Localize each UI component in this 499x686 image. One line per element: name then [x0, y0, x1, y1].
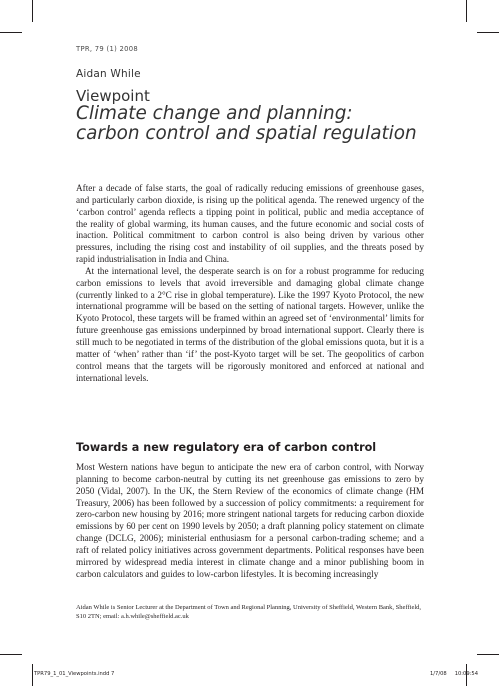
article-title-line-1: Climate change and planning: — [76, 103, 353, 124]
journal-reference: TPR, 79 (1) 2008 — [76, 45, 138, 53]
article-title-line-2: carbon control and spatial regulation — [76, 123, 417, 144]
crop-mark-top-left-v — [32, 0, 33, 22]
print-slug-time: 10:09:54 — [454, 671, 479, 677]
crop-mark-top-left-h — [0, 32, 22, 33]
print-slug-filename: TPR79_1_01_Viewpoints.indd 7 — [34, 671, 115, 677]
print-slug-date: 1/7/08 — [430, 671, 447, 677]
print-slug-timestamp — [430, 671, 478, 677]
crop-mark-top-right-v — [466, 0, 467, 22]
section-text — [76, 462, 424, 580]
author-name: Aidan While — [76, 68, 141, 80]
intro-text — [76, 183, 424, 384]
crop-mark-bottom-left-h — [0, 654, 22, 655]
author-footnote: Aidan While is Senior Lecturer at the Department of Town and Regional Planning, University of Sheffield, Western Bank, Sheffield, S10 2TN; email: a.h.while@sheffield.ac.uk — [76, 604, 422, 620]
crop-mark-bottom-left-v — [32, 664, 33, 686]
crop-mark-top-right-h — [477, 32, 499, 33]
body-paragraph: Most Western nations have begun to anticipate the new era of carbon control, with Norway planning to become carbon-neutral by cutting its net greenhouse gas emissions to zero by 2050 (Vidal, 2007). In the UK, the Stern Review of the economics of climate change (HM Treasury, 2006) has been followed by a succession of policy commitments: a requirement for zero-carbon new housing by 2016; more stringent national targets for reducing carbon dioxide emissions by 60 per cent on 1990 levels by 2050; a draft planning policy statement on climate change (DCLG, 2006); ministerial enthusiasm for a personal carbon-trading scheme; and a raft of related policy initiatives across government departments. Political responses have been mirrored by widespread media interest in climate change and a minor publishing boom in carbon calculators and guides to low-carbon lifestyles. It is becoming increasingly — [76, 462, 424, 579]
section-label: Viewpoint — [76, 87, 150, 105]
body-paragraph: At the international level, the desperate search is on for a robust programme for reducing carbon emissions to levels that avoid irreversible and damaging global climate change (currently linked to a 2°C rise in global temperature). Like the 1997 Kyoto Protocol, the new international programme will be based on the setting of national targets. However, unlike the Kyoto Protocol, these targets will be framed within an agreed set of ‘environmental’ limits for future greenhouse gas emissions underpinned by broad international support. Clearly there is still much to be negotiated in terms of the distribution of the global emissions quota, but it is a matter of ‘when’ rather than ‘if’ the post-Kyoto target will be set. The geopolitics of carbon control means that the targets will be rigorously monitored and enforced at national and international levels. — [76, 265, 424, 383]
body-paragraph: After a decade of false starts, the goal of radically reducing emissions of greenhouse gases, and particularly carbon dioxide, is rising up the political agenda. The renewed urgency of the ‘carbon control’ agenda reflects a tipping point in political, public and media acceptance of the reality of global warming, its human causes, and the future economic and social costs of inaction. Political commitment to carbon control is also being driven by various other pressures, including the rising cost and instability of oil supplies, and the threats posed by rapid industrialisation in India and China. — [76, 183, 424, 265]
section-subheading: Towards a new regulatory era of carbon control — [76, 441, 377, 454]
article-title — [76, 104, 417, 144]
crop-mark-bottom-right-h — [477, 654, 499, 655]
